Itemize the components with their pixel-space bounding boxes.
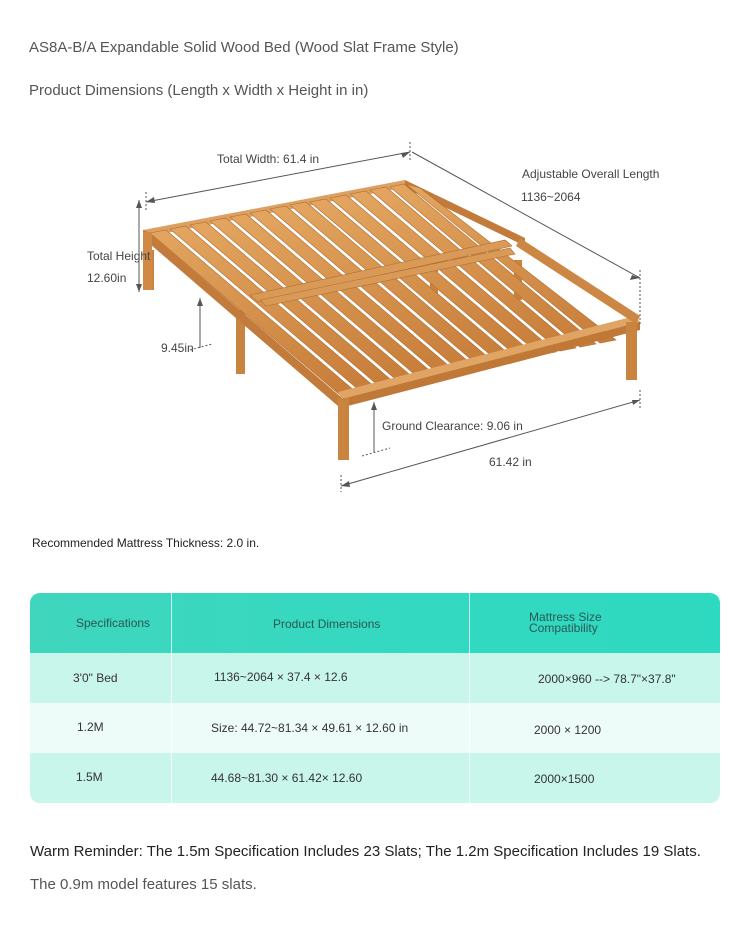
cell-dimensions: Size: 44.72~81.34 × 49.61 × 12.60 in bbox=[211, 721, 409, 735]
table-row bbox=[30, 653, 720, 703]
header-product-dimensions: Product Dimensions bbox=[273, 617, 381, 631]
bed-leg bbox=[626, 322, 637, 380]
column-divider bbox=[171, 593, 172, 803]
slat-reminder: Warm Reminder: The 1.5m Specification Includes 23 Slats; The 1.2m Specification Includes 19 Slats. bbox=[30, 843, 701, 860]
total-height-label: Total Height bbox=[87, 249, 151, 263]
leg-height-label: 9.45in bbox=[161, 341, 194, 355]
product-title: AS8A-B/A Expandable Solid Wood Bed (Wood Slat Frame Style) bbox=[29, 39, 459, 56]
cell-spec: 1.2M bbox=[77, 720, 104, 734]
slat-note: The 0.9m model features 15 slats. bbox=[30, 876, 257, 893]
bed-leg bbox=[338, 398, 349, 460]
cell-spec: 1.5M bbox=[76, 770, 103, 784]
ground-clearance-label: Ground Clearance: 9.06 in bbox=[382, 419, 523, 433]
specification-table bbox=[30, 593, 720, 803]
cell-spec: 3'0" Bed bbox=[73, 671, 118, 685]
cell-dimensions: 1136~2064 × 37.4 × 12.6 bbox=[214, 670, 348, 684]
header-specifications: Specifications bbox=[76, 616, 151, 630]
dimensions-subtitle: Product Dimensions (Length x Width x Height in in) bbox=[29, 82, 369, 99]
total-width-label: Total Width: 61.4 in bbox=[217, 152, 320, 166]
adjustable-length-value: 1136~2064 bbox=[521, 190, 581, 204]
bed-illustration bbox=[0, 130, 750, 510]
table-row bbox=[30, 753, 720, 803]
mattress-thickness-note: Recommended Mattress Thickness: 2.0 in. bbox=[32, 536, 260, 550]
cell-mattress: 2000×960 --> 78.7"×37.8" bbox=[538, 672, 676, 686]
adjustable-length-label: Adjustable Overall Length bbox=[522, 167, 660, 181]
cell-mattress: 2000×1500 bbox=[534, 772, 595, 786]
table-header bbox=[30, 593, 720, 653]
bed-dimension-diagram bbox=[0, 130, 750, 510]
column-divider bbox=[469, 593, 470, 803]
table-row bbox=[30, 703, 720, 753]
cell-mattress: 2000 × 1200 bbox=[534, 723, 602, 737]
bottom-width-label: 61.42 in bbox=[489, 455, 532, 469]
total-height-value: 12.60in bbox=[87, 271, 127, 285]
cell-dimensions: 44.68~81.30 × 61.42× 12.60 bbox=[211, 771, 363, 785]
header-mattress-size: Mattress Size Compatibility bbox=[529, 610, 602, 635]
